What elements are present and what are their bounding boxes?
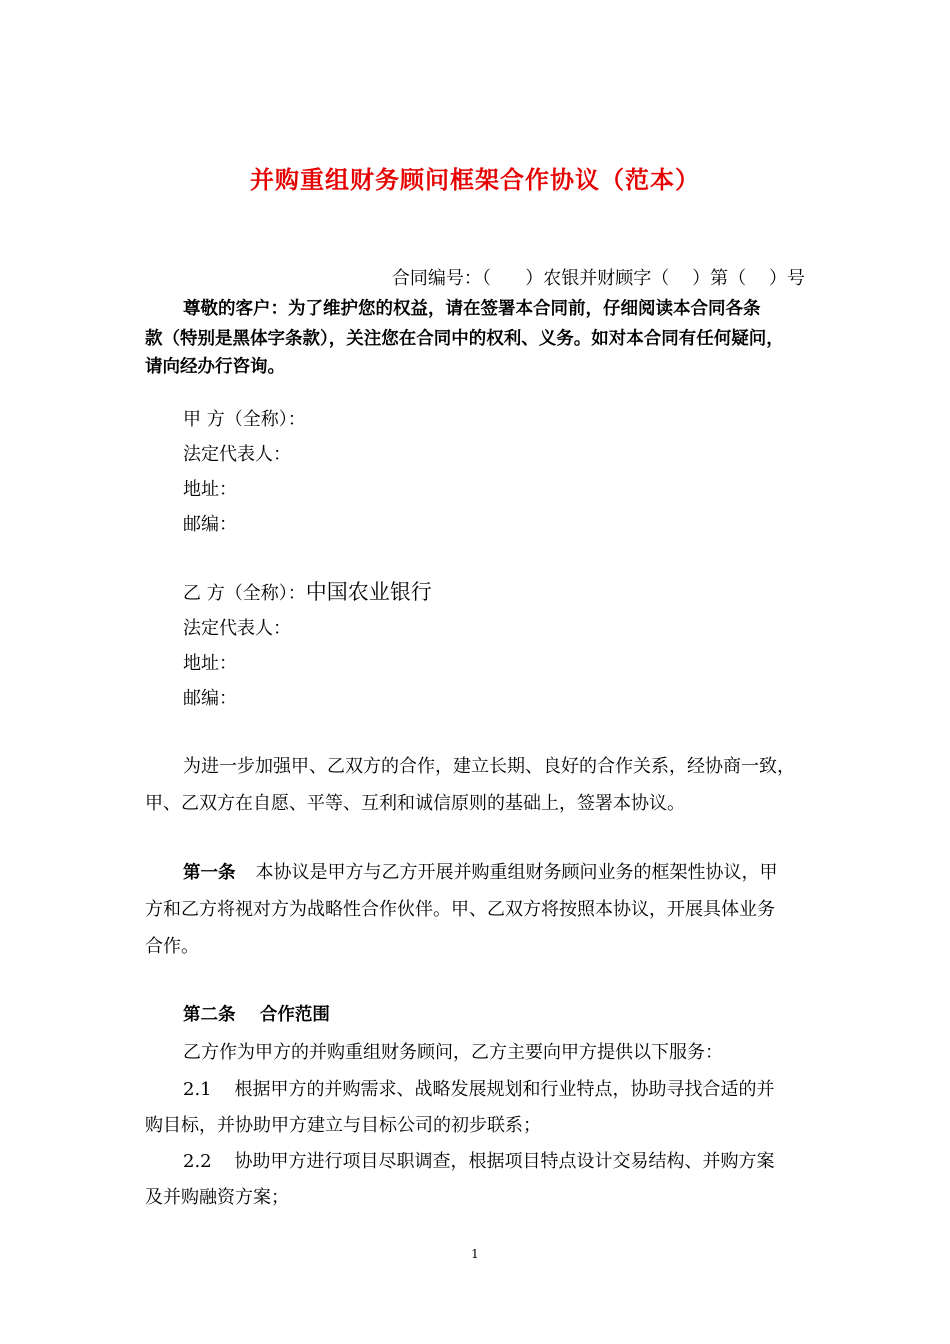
- document-title: 并购重组财务顾问框架合作协议（范本）: [250, 166, 700, 194]
- party-b-postcode-label: 邮编：: [183, 688, 237, 709]
- contract-number: 合同编号：（ ）农银并财顾字（ ）第（ ）号: [391, 268, 805, 289]
- notice-line-1: 尊敬的客户：为了维护您的权益，请在签署本合同前，仔细阅读本合同各条: [183, 299, 761, 319]
- article-1-text-1: 本协议是甲方与乙方开展并购重组财务顾问业务的框架性协议，甲: [255, 862, 778, 883]
- article-1-line-2: 方和乙方将视对方为战略性合作伙伴。甲、乙双方将按照本协议，开展具体业务: [145, 899, 775, 920]
- notice-line-2: 款（特别是黑体字条款），关注您在合同中的权利、义务。如对本合同有任何疑问，: [145, 329, 784, 349]
- party-b-rep-label: 法定代表人：: [183, 618, 291, 639]
- party-b-name-row: [183, 575, 807, 611]
- party-b-address-label: 地址：: [183, 653, 237, 674]
- party-a-rep-label: 法定代表人：: [183, 444, 291, 465]
- article-2-intro: 乙方作为甲方的并购重组财务顾问，乙方主要向甲方提供以下服务：: [183, 1042, 723, 1063]
- page-number: 1: [471, 1247, 479, 1261]
- article-1-line-1: [183, 855, 807, 891]
- notice-line-3: 请向经办行咨询。: [145, 357, 285, 377]
- article-1-heading: 第一条: [183, 863, 236, 883]
- article-2-item-1-line-2: 购目标，并协助甲方建立与目标公司的初步联系；: [145, 1115, 541, 1136]
- preamble-line-1: 为进一步加强甲、乙双方的合作，建立长期、良好的合作关系，经协商一致，: [183, 756, 795, 777]
- party-a-address-label: 地址：: [183, 479, 237, 500]
- party-a-name-label: 甲 方（全称）：: [183, 409, 306, 430]
- party-b-name-value: 中国农业银行: [305, 580, 432, 604]
- article-1-line-3: 合作。: [145, 936, 199, 957]
- article-2-item-2-line-2: 及并购融资方案；: [145, 1187, 289, 1208]
- party-b-name-label: 乙 方（全称）：: [183, 583, 306, 604]
- preamble-line-2: 甲、乙双方在自愿、平等、互利和诚信原则的基础上，签署本协议。: [145, 793, 685, 814]
- article-2-item-2-line-1: 2.2 协助甲方进行项目尽职调查，根据项目特点设计交易结构、并购方案: [183, 1151, 775, 1172]
- party-a-postcode-label: 邮编：: [183, 514, 237, 535]
- article-2-item-1-line-1: 2.1 根据甲方的并购需求、战略发展规划和行业特点，协助寻找合适的并: [183, 1079, 775, 1100]
- article-2-heading: 第二条 合作范围: [183, 1005, 330, 1025]
